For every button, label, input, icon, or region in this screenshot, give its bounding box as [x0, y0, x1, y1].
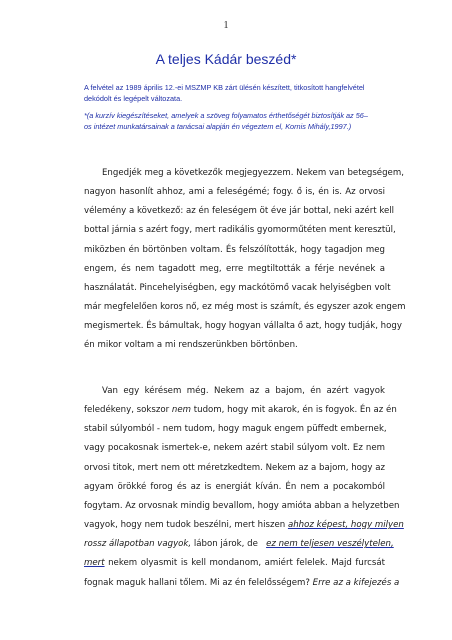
paragraph-line: vagy pocakosnak ismertek-e, nekem azért stabil súlyom volt. Ez nem: [84, 443, 385, 454]
paragraph-line: én mikor voltam a mi rendszerünkben börtönben.: [84, 340, 298, 351]
paragraph-line: [84, 535, 394, 554]
italic-underlined-text: mert: [84, 558, 105, 569]
paragraph-line: [84, 574, 400, 593]
paragraph-line: [84, 516, 404, 535]
paragraph-line: vélemény a következő: az én feleségem öt éve jár bottal, neki azért kell: [84, 206, 395, 217]
paragraph-line: Engedjék meg a következők megjegyezzem. Nekem van betegségem,: [102, 168, 404, 178]
paragraph-line: orvosi titok, mert nem ott méretzkedtem. Nekem az a bajom, hogy az: [84, 462, 385, 473]
paragraph-line: [84, 554, 385, 573]
italic-underlined-text: ahhoz képest, hogy milyen: [287, 520, 404, 531]
paragraph-line: már megfelelően koros nő, ez még most is számít, és egyszer azok engem: [84, 302, 406, 313]
paragraph-line: használatát. Pincehelyiségben, egy mackótömő vacak helyiségben volt: [84, 282, 391, 293]
note-line: dekódolt és legépelt változata.: [84, 94, 183, 103]
paragraph-line: miközben én börtönben voltam. És felszólították, hogy tagadjon meg: [84, 244, 385, 255]
italic-underlined-text: ez nem teljesen veszélytelen,: [266, 539, 394, 550]
text-run: nekem olyasmit is kell mondanom, amiért felelek. Majd furcsát: [104, 558, 385, 569]
text-run: vagyok, hogy nem tudok beszélni, mert hiszen: [84, 520, 288, 531]
paragraph-line: stabil súlyomból - nem tudom, hogy maguk engem püffedt embernek,: [84, 424, 387, 435]
italic-text: nem: [171, 405, 192, 416]
paragraph-line: Van egy kérésem még. Nekem az a bajom, én azért vagyok: [102, 386, 385, 396]
paragraph-line: bottal járnia s azért fogy, mert radikális gyomorműtéten ment keresztül,: [84, 225, 396, 236]
paragraph-line: nagyon hasonlít ahhoz, ami a feleségémé; fogy. ő is, én is. Az orvosi: [84, 187, 385, 198]
paragraph-line: megismertek. És bámultak, hogy hogyan vállalta ő azt, hogy tudják, hogy: [84, 321, 402, 332]
recording-note: [84, 82, 380, 104]
text-run: lábon járok, de: [191, 539, 267, 550]
text-run: tudom, hogy mit akarok, én is fogyok. Én az én: [191, 405, 397, 416]
paragraph-line: fogytam. Az orvosnak mindig bevallom, hogy amióta abban a helyzetben: [84, 500, 400, 511]
paragraph-1: [84, 164, 406, 356]
note-line: os intézet munkatársainak a tanácsai alapján én végeztem el, Kornis Mihály,1997.): [84, 122, 352, 131]
paragraph-line: engem, és nem tagadott meg, erre megtiltották a férje nevének a: [84, 263, 385, 274]
paragraph-line: agyam örökké forog és az is energiát kíván. Én nem a pocakomból: [84, 481, 385, 492]
paragraph-line: [84, 401, 397, 420]
text-run: fognak maguk hallani tőlem. Mi az én felelősségem?: [84, 577, 313, 588]
page-number: 1: [223, 20, 229, 31]
note-line: *(a kurzív kiegészítéseket, amelyek a szöveg folyamatos érthetőségét biztosítják az 56–: [84, 111, 368, 120]
paragraph-2: [84, 382, 404, 593]
italic-text: Erre az a kifejezés a: [312, 577, 400, 588]
italic-text: rossz állapotban vagyok,: [84, 539, 192, 550]
text-run: feledékeny, sokszor: [84, 405, 172, 416]
note-line: A felvétel az 1989 április 12.-ei MSZMP KB zárt ülésén készített, titkosított hangfelvétel: [84, 83, 365, 92]
editor-note: [84, 110, 380, 132]
document-title: A teljes Kádár beszéd*: [155, 51, 297, 67]
